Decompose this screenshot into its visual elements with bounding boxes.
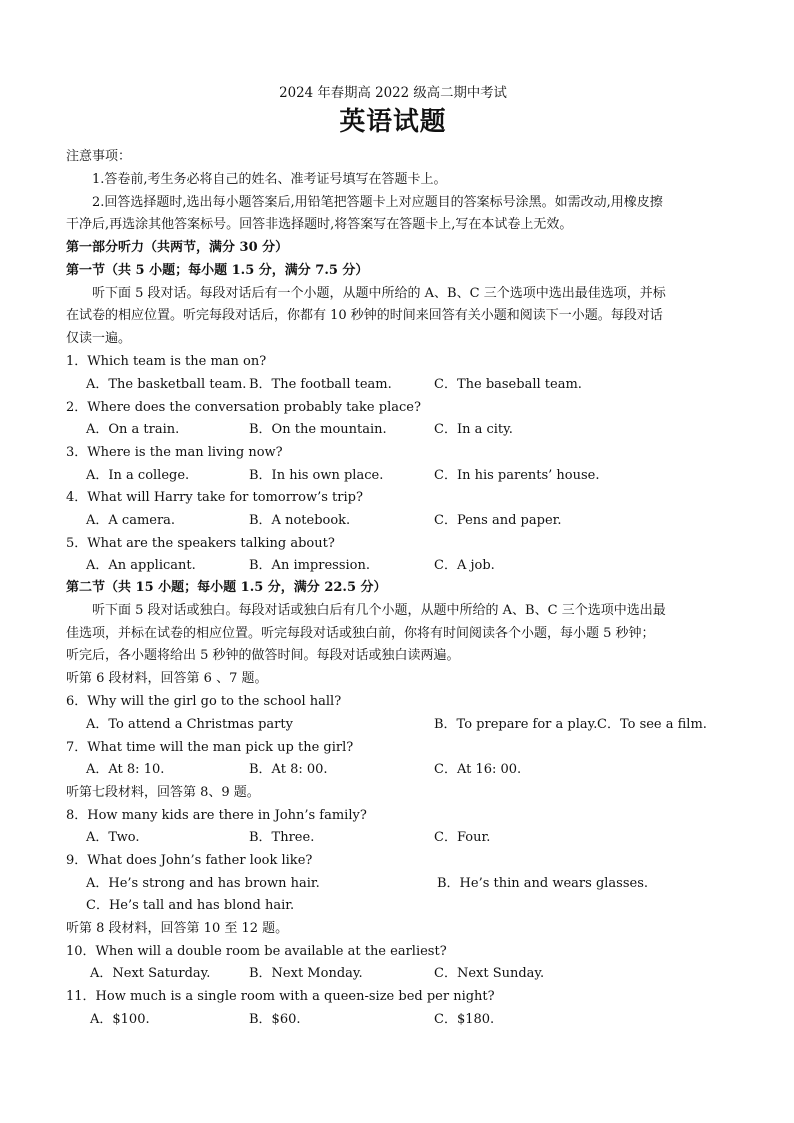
- question-4-option-b: B．A notebook.: [249, 513, 351, 528]
- question-4-option-a: A．A camera.: [86, 513, 176, 528]
- question-1-option-c: C．The baseball team.: [434, 377, 582, 392]
- question-10-option-b: B．Next Monday.: [249, 966, 363, 981]
- question-9-option-b: B．He’s thin and wears glasses.: [437, 876, 649, 891]
- question-6-option-a: A．To attend a Christmas party: [86, 717, 293, 732]
- question-7-option-a: A．At 8: 10.: [86, 762, 165, 777]
- question-7-option-c: C．At 16: 00.: [434, 762, 522, 777]
- question-5-option-c: C．A job.: [434, 558, 495, 573]
- question-5-option-a: A．An applicant.: [86, 558, 196, 573]
- question-7: 7．What time will the man pick up the girl?: [66, 740, 354, 755]
- exam-subtitle: 2024 年春期高 2022 级高二期中考试: [279, 85, 507, 101]
- section1-heading: 第一节（共 5 小题；每小题 1.5 分，满分 7.5 分）: [66, 263, 369, 278]
- section2-heading: 第二节（共 15 小题；每小题 1.5 分，满分 22.5 分）: [66, 580, 387, 595]
- question-1-option-a: A．The basketball team.: [86, 377, 247, 392]
- question-6: 6．Why will the girl go to the school hall?: [66, 694, 342, 709]
- question-10: 10．When will a double room be available at the earliest?: [66, 944, 447, 959]
- notice-item-2-line-2: 干净后,再选涂其他答案标号。回答非选择题时,将答案写在答题卡上,写在本试卷上无效。: [66, 217, 573, 232]
- question-6-option-c: C．To see a film.: [597, 717, 707, 732]
- question-9: 9．What does John’s father look like?: [66, 853, 313, 868]
- material-8-header: 听第 8 段材料，回答第 10 至 12 题。: [66, 921, 289, 936]
- section2-instruction-1: 听下面 5 段对话或独白。每段对话或独白后有几个小题，从题中所给的 A、B、C 三个选项中选出最: [92, 603, 666, 618]
- notice-heading: 注意事项：: [66, 149, 132, 164]
- question-5-option-b: B．An impression.: [249, 558, 370, 573]
- question-3-option-a: A．In a college.: [86, 468, 190, 483]
- question-2-option-a: A．On a train.: [86, 422, 180, 437]
- question-4: 4．What will Harry take for tomorrow’s trip?: [66, 490, 363, 505]
- question-2: 2．Where does the conversation probably take place?: [66, 400, 421, 415]
- question-8: 8．How many kids are there in John’s family?: [66, 808, 367, 823]
- question-8-option-c: C．Four.: [434, 830, 491, 845]
- part1-heading: 第一部分听力（共两节，满分 30 分）: [66, 240, 289, 255]
- question-3-option-b: B．In his own place.: [249, 468, 384, 483]
- question-10-option-a: A．Next Saturday.: [90, 966, 211, 981]
- question-5: 5．What are the speakers talking about?: [66, 536, 335, 551]
- question-7-option-b: B．At 8: 00.: [249, 762, 328, 777]
- section1-instruction-3: 仅读一遍。: [66, 331, 132, 346]
- question-11-option-b: B．$60.: [249, 1012, 301, 1027]
- section2-instruction-2: 佳选项，并标在试卷的相应位置。听完每段对话或独白前，你将有时间阅读各个小题，每小题 5 秒钟；: [66, 626, 655, 641]
- exam-title: 英语试题: [339, 107, 447, 137]
- material-7-header: 听第七段材料，回答第 8、9 题。: [66, 785, 260, 800]
- question-6-option-b: B．To prepare for a play.: [434, 717, 598, 732]
- question-2-option-b: B．On the mountain.: [249, 422, 387, 437]
- notice-item-1: 1.答卷前,考生务必将自己的姓名、准考证号填写在答题卡上。: [92, 172, 447, 187]
- question-11: 11．How much is a single room with a queen-size bed per night?: [66, 989, 495, 1004]
- question-10-option-c: C．Next Sunday.: [434, 966, 545, 981]
- section2-instruction-3: 听完后，各小题将给出 5 秒钟的做答时间。每段对话或独白读两遍。: [66, 648, 460, 663]
- question-1-option-b: B．The football team.: [249, 377, 392, 392]
- section1-instruction-2: 在试卷的相应位置。听完每段对话后，你都有 10 秒钟的时间来回答有关小题和阅读下一小题。每段对话: [66, 308, 663, 323]
- question-11-option-a: A．$100.: [90, 1012, 150, 1027]
- question-9-option-a: A．He’s strong and has brown hair.: [86, 876, 320, 891]
- question-3-option-c: C．In his parents’ house.: [434, 468, 600, 483]
- question-11-option-c: C．$180.: [434, 1012, 495, 1027]
- question-9-option-c: C．He’s tall and has blond hair.: [86, 898, 295, 913]
- question-8-option-b: B．Three.: [249, 830, 315, 845]
- question-1: 1．Which team is the man on?: [66, 354, 267, 369]
- notice-item-2-line-1: 2.回答选择题时,选出每小题答案后,用铅笔把答题卡上对应题目的答案标号涂黑。如需改动,用橡皮擦: [92, 195, 663, 210]
- question-8-option-a: A．Two.: [86, 830, 140, 845]
- material-6-header: 听第 6 段材料，回答第 6 、7 题。: [66, 671, 268, 686]
- section1-instruction-1: 听下面 5 段对话。每段对话后有一个小题，从题中所给的 A、B、C 三个选项中选出最佳选项，并标: [92, 286, 666, 301]
- question-3: 3．Where is the man living now?: [66, 445, 283, 460]
- question-4-option-c: C．Pens and paper.: [434, 513, 562, 528]
- question-2-option-c: C．In a city.: [434, 422, 513, 437]
